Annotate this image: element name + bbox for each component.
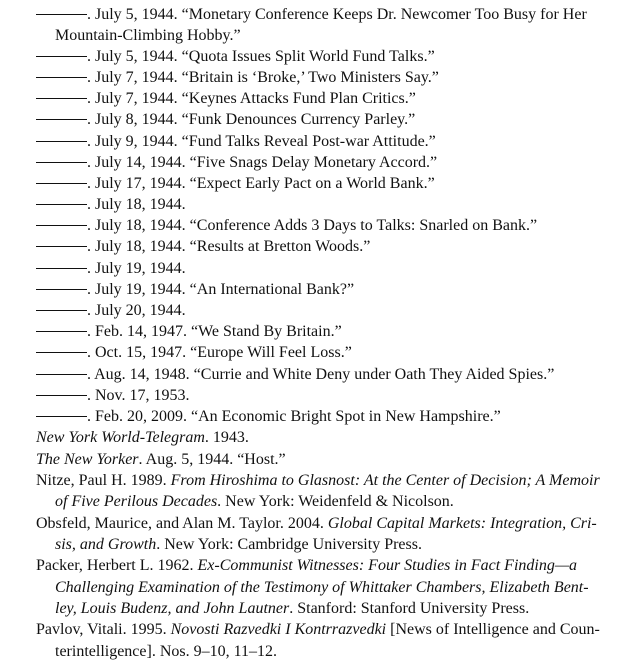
repeat-author-dash bbox=[36, 395, 87, 396]
bib-entry: . Feb. 20, 2009. “An Economic Bright Spot in New Hampshire.” bbox=[36, 406, 501, 428]
bib-entry: . July 18, 1944. “Conference Adds 3 Days to Talks: Snarled on Bank.” bbox=[36, 215, 537, 237]
bib-entry: New York World-Telegram. 1943. bbox=[36, 429, 249, 446]
repeat-author-dash bbox=[36, 352, 87, 353]
bib-entry: . Oct. 15, 1947. “Europe Will Feel Loss.” bbox=[36, 342, 352, 364]
repeat-author-dash bbox=[36, 310, 87, 311]
bib-entry: . July 18, 1944. bbox=[36, 194, 186, 216]
repeat-author-dash bbox=[36, 56, 87, 57]
repeat-author-dash bbox=[36, 225, 87, 226]
bib-entry-continuation: terintelligence]. Nos. 9–10, 11–12. bbox=[55, 643, 278, 660]
bib-entry: Obsfeld, Maurice, and Alan M. Taylor. 2004. Global Capital Markets: Integration, Cri- bbox=[36, 515, 597, 532]
bib-entry: The New Yorker. Aug. 5, 1944. “Host.” bbox=[36, 451, 286, 468]
bib-entry: . July 7, 1944. “Britain is ‘Broke,’ Two Ministers Say.” bbox=[36, 67, 439, 89]
repeat-author-dash bbox=[36, 374, 87, 375]
bib-entry: . July 9, 1944. “Fund Talks Reveal Post-war Attitude.” bbox=[36, 131, 436, 153]
bib-entry-continuation: ley, Louis Budenz, and John Lautner. Stanford: Stanford University Press. bbox=[55, 600, 530, 617]
bib-entry: . July 19, 1944. bbox=[36, 258, 186, 280]
bib-entry: . Aug. 14, 1948. “Currie and White Deny under Oath They Aided Spies.” bbox=[36, 364, 554, 386]
bib-entry: . July 5, 1944. “Quota Issues Split World Fund Talks.” bbox=[36, 46, 435, 68]
repeat-author-dash bbox=[36, 268, 87, 269]
bib-entry: . July 17, 1944. “Expect Early Pact on a World Bank.” bbox=[36, 173, 435, 195]
repeat-author-dash bbox=[36, 14, 87, 15]
bib-entry: . July 8, 1944. “Funk Denounces Currency Parley.” bbox=[36, 109, 415, 131]
repeat-author-dash bbox=[36, 246, 87, 247]
bib-entry: . Feb. 14, 1947. “We Stand By Britain.” bbox=[36, 321, 342, 343]
repeat-author-dash bbox=[36, 162, 87, 163]
bib-entry: . July 19, 1944. “An International Bank?” bbox=[36, 279, 354, 301]
repeat-author-dash bbox=[36, 183, 87, 184]
bib-entry-continuation: Challenging Examination of the Testimony of Whittaker Chambers, Elizabeth Bent- bbox=[55, 579, 589, 596]
bib-entry: . July 18, 1944. “Results at Bretton Woods.” bbox=[36, 236, 370, 258]
bib-entry: . July 7, 1944. “Keynes Attacks Fund Plan Critics.” bbox=[36, 88, 416, 110]
bib-entry: . July 14, 1944. “Five Snags Delay Monetary Accord.” bbox=[36, 152, 437, 174]
bib-entry: Pavlov, Vitali. 1995. Novosti Razvedki I Kontrrazvedki [News of Intelligence and Coun- bbox=[36, 621, 600, 638]
repeat-author-dash bbox=[36, 98, 87, 99]
repeat-author-dash bbox=[36, 119, 87, 120]
bib-entry: . July 5, 1944. “Monetary Conference Keeps Dr. Newcomer Too Busy for Her bbox=[36, 4, 587, 26]
bib-entry: Packer, Herbert L. 1962. Ex-Communist Witnesses: Four Studies in Fact Finding—a bbox=[36, 557, 578, 574]
repeat-author-dash bbox=[36, 416, 87, 417]
repeat-author-dash bbox=[36, 77, 87, 78]
bib-entry-continuation: sis, and Growth. New York: Cambridge University Press. bbox=[55, 536, 422, 553]
bib-entry-continuation: Mountain-Climbing Hobby.” bbox=[55, 27, 241, 44]
repeat-author-dash bbox=[36, 289, 87, 290]
bib-entry: Nitze, Paul H. 1989. From Hiroshima to Glasnost: At the Center of Decision; A Memoir bbox=[36, 472, 600, 489]
bib-entry: . Nov. 17, 1953. bbox=[36, 385, 190, 407]
repeat-author-dash bbox=[36, 204, 87, 205]
bib-entry-continuation: of Five Perilous Decades. New York: Weidenfeld & Nicolson. bbox=[55, 493, 454, 510]
repeat-author-dash bbox=[36, 141, 87, 142]
bib-entry: . July 20, 1944. bbox=[36, 300, 186, 322]
repeat-author-dash bbox=[36, 331, 87, 332]
